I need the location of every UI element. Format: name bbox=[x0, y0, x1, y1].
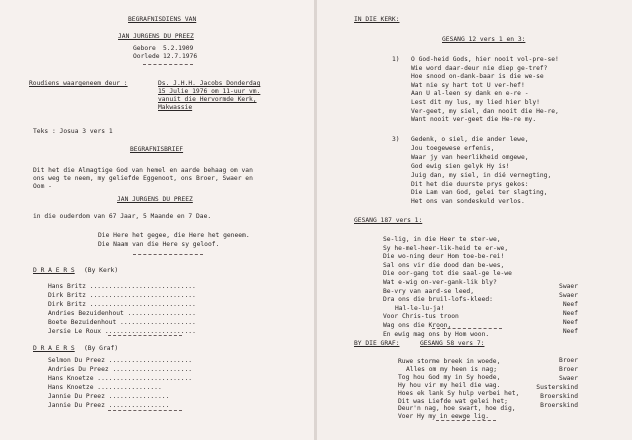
bearer-relation: Broer bbox=[559, 357, 578, 364]
died-date: 12.7.1976 bbox=[163, 53, 198, 60]
hymn-line: God ewig sien gelyk Hy is! bbox=[411, 162, 510, 170]
bearer-leader-dots: ............................ bbox=[89, 292, 196, 299]
officiant-line-2: 15 Julie 1976 om 11-uur vm. bbox=[158, 88, 261, 95]
hymn-line: Hy hou vir my heil die wag. bbox=[398, 381, 501, 389]
obituary-line-3: Oom - bbox=[33, 183, 52, 190]
church-label: IN DIE KERK: bbox=[354, 16, 400, 23]
bearer-name: Hans Knoetze bbox=[48, 384, 98, 391]
bearer-relation: Neef bbox=[562, 319, 578, 326]
bearer-leader-dots: .................... bbox=[120, 319, 196, 326]
bearer-name: Boete Bezuidenhout bbox=[48, 319, 121, 326]
obituary-line-2: ons weg te neem, my geliefde Eggenoot, ons Broer, Swaer en bbox=[33, 175, 253, 182]
hymn-line: Wag ons die Kroon, bbox=[383, 322, 452, 329]
bearer-row bbox=[48, 402, 169, 409]
hymn-line: Juig dan, my siel, in dié vernegting, bbox=[411, 171, 552, 179]
hymn-line: Dit het die duurste prys gekos: bbox=[411, 180, 529, 188]
hymn-line: Sy he-mel-heer-lik-heid te er-we, bbox=[383, 244, 509, 252]
divider bbox=[143, 64, 193, 67]
service-title: BEGRAFNISDIENS VAN bbox=[128, 16, 197, 23]
deceased-name: JAN JURGENS DU PREEZ bbox=[118, 33, 194, 40]
bearer-name: Dirk Britz bbox=[48, 301, 90, 308]
hymn-line: Waar jy van heerlikheid omgewe, bbox=[411, 153, 529, 161]
hymn-line: En ewig mag ons by Hom woon. bbox=[383, 330, 490, 338]
hymn-line: Aan U al-leen sy dank en e-re - bbox=[411, 90, 529, 98]
hymn-line: Wat e-wig on-ver-gank-lik bly? bbox=[383, 279, 497, 286]
officiant-line-3: vanuit die Hervormde Kerk, bbox=[158, 96, 257, 103]
bearer-relation: Swaer bbox=[559, 283, 578, 290]
hymn-12-verse-3-number: 3) bbox=[392, 136, 400, 143]
hymn-line: Wat nie sy hart tot U ver-hef! bbox=[411, 81, 525, 89]
bearer-name: Jersie Le Roux bbox=[48, 328, 105, 335]
bearers-church-note: (By Kerk) bbox=[84, 267, 119, 274]
bearer-leader-dots: ................ bbox=[108, 402, 170, 409]
hymn-line: Voor Chris-tus troon bbox=[383, 313, 459, 321]
bearer-leader-dots: ............................ bbox=[89, 283, 196, 290]
hymn-line: Dit was Liefde wat gelei het; bbox=[398, 397, 508, 405]
divider bbox=[133, 254, 203, 257]
obituary-name: JAN JURGENS DU PREEZ bbox=[117, 196, 193, 203]
hymn-line: Die Lam van God, gelei ter slagting, bbox=[411, 189, 548, 197]
bearer-relation: Neef bbox=[562, 328, 578, 335]
bearer-row bbox=[48, 310, 196, 317]
bearer-relation: Swaer bbox=[559, 375, 578, 382]
hymn-line: Hoe snood on-dank-baar is die we-se bbox=[411, 73, 544, 81]
bearer-row bbox=[48, 319, 196, 326]
bearer-relation: Susterskind bbox=[536, 384, 578, 391]
obituary-line-1: Dit het die Almagtige God van hemel en aarde behaag om van bbox=[33, 167, 253, 174]
bearer-relation: Broerskind bbox=[540, 393, 578, 400]
bearer-row bbox=[48, 384, 162, 391]
bearer-leader-dots: ........................ bbox=[104, 328, 196, 335]
bearer-name: Selmon Du Preez bbox=[48, 357, 109, 364]
bearer-row bbox=[48, 283, 196, 290]
bearers-grave-note: (By Graf) bbox=[84, 345, 119, 352]
hymn-187-label: GESANG 187 vers 1: bbox=[354, 217, 423, 224]
divider bbox=[108, 410, 182, 413]
bearers-church-label: D R A E R S bbox=[33, 267, 75, 274]
hymn-line: Het ons van sondeskuld verlos. bbox=[411, 198, 525, 206]
obituary-age: in die ouderdom van 67 Jaar, 5 Maande en 7 Dae. bbox=[33, 213, 212, 220]
bearer-leader-dots: ......................... bbox=[97, 375, 193, 382]
hymn-line: Be-vry van aard-se leed, bbox=[383, 287, 474, 295]
page-fold bbox=[314, 0, 317, 440]
bearer-row bbox=[48, 292, 196, 299]
born-date: 5.2.1909 bbox=[163, 45, 194, 52]
divider bbox=[436, 420, 496, 423]
bearer-row bbox=[48, 393, 169, 400]
hymn-line: Die wo-ning deur Hom toe-be-rei! bbox=[383, 253, 505, 261]
officiant-label: Roudiens waargeneem deur : bbox=[29, 80, 128, 87]
bearer-relation: Swaer bbox=[559, 292, 578, 299]
hymn-12-label: GESANG 12 vers 1 en 3: bbox=[442, 36, 526, 43]
bearer-name: Hans Knoetze bbox=[48, 375, 98, 382]
hymn-line: Deur'n nag, hoe swart, hoe dig, bbox=[398, 405, 516, 413]
born-label: Gebore bbox=[133, 45, 156, 52]
bearer-row bbox=[48, 328, 196, 335]
bearers-grave-label: D R A E R S bbox=[33, 345, 75, 352]
bearer-relation: Broerskind bbox=[540, 402, 578, 409]
hymn-line: Alles om my heen is nag; bbox=[406, 365, 497, 373]
hymn-line: Tog hou God my in Sy hoede, bbox=[398, 373, 501, 381]
quote-line-1: Die Here het gegee, die Here het geneem. bbox=[98, 232, 250, 239]
bearer-row bbox=[48, 357, 192, 364]
died-label: Oorlede bbox=[133, 53, 160, 60]
obituary-title: BEGRAFNISBRIEF bbox=[130, 146, 184, 153]
bearer-relation: Neef bbox=[562, 301, 578, 308]
divider bbox=[108, 335, 182, 338]
bearer-row bbox=[48, 375, 192, 382]
hymn-line: Sal ons vir die dood dan be-wes, bbox=[383, 261, 505, 269]
hymn-line: O God-heid Gods, hier nooit vol-pre-se! bbox=[411, 56, 559, 63]
hymn-12-verse-1-number: 1) bbox=[392, 56, 400, 63]
scripture-text: Teks : Josua 3 vers 1 bbox=[33, 128, 113, 135]
hymn-line: Dra ons die bruil-lofs-kleed: bbox=[383, 296, 493, 304]
hymn-line: Lest dit my lus, my lied hier bly! bbox=[411, 99, 540, 106]
grave-label: BY DIE GRAF: bbox=[354, 340, 400, 347]
quote-line-2: Die Naam van die Here sy geloof. bbox=[98, 241, 220, 248]
hymn-line: Gedenk, o siel, die ander lewe, bbox=[411, 136, 529, 143]
hymn-line: Die oor-gang tot die saal-ge le-we bbox=[383, 270, 512, 278]
hymn-line: Jou toegewese erfenis, bbox=[411, 144, 495, 152]
hymn-58-label: GESANG 58 vers 7: bbox=[420, 340, 485, 347]
officiant-line-1: Ds. J.H.H. Jacobs Donderdag bbox=[158, 80, 261, 87]
bearer-leader-dots: .................. bbox=[127, 310, 196, 317]
hymn-line: Wie word daar-deur nie diep ge-tref? bbox=[411, 64, 548, 72]
bearer-row bbox=[48, 301, 196, 308]
bearer-leader-dots: ..................... bbox=[112, 366, 193, 373]
bearer-name: Jannie Du Preez bbox=[48, 402, 109, 409]
hymn-line: Voer Hy my in eewge lig. bbox=[398, 413, 489, 421]
bearer-leader-dots: ................. bbox=[97, 384, 162, 391]
hymn-line: Hoes ek lank Sy hulp verbei het, bbox=[398, 389, 520, 397]
hymn-line: Ver-geet, my siel, dan nooit die He-re, bbox=[411, 107, 559, 115]
divider bbox=[432, 328, 502, 331]
bearer-relation: Broer bbox=[559, 366, 578, 373]
bearer-name: Dirk Britz bbox=[48, 292, 90, 299]
hymn-line: Se-lig, in die Heer te ster-we, bbox=[383, 236, 501, 243]
hymn-line: Hal-le-lu-ja! bbox=[395, 304, 445, 312]
bearer-leader-dots: ................ bbox=[108, 393, 170, 400]
bearer-leader-dots: ...................... bbox=[108, 357, 193, 364]
bearer-relation: Neef bbox=[562, 310, 578, 317]
officiant-line-4: Makwassie bbox=[158, 104, 193, 111]
hymn-line: Want nooit ver-geet die He-re my. bbox=[411, 116, 537, 124]
bearer-name: Hans Britz bbox=[48, 283, 90, 290]
bearer-name: Jannie Du Preez bbox=[48, 393, 109, 400]
bearer-row bbox=[48, 366, 192, 373]
bearer-name: Andries Bezuidenhout bbox=[48, 310, 128, 317]
bearer-leader-dots: ............................ bbox=[89, 301, 196, 308]
bearer-name: Andries Du Preez bbox=[48, 366, 113, 373]
hymn-line: Ruwe storme breek in woede, bbox=[398, 358, 501, 365]
